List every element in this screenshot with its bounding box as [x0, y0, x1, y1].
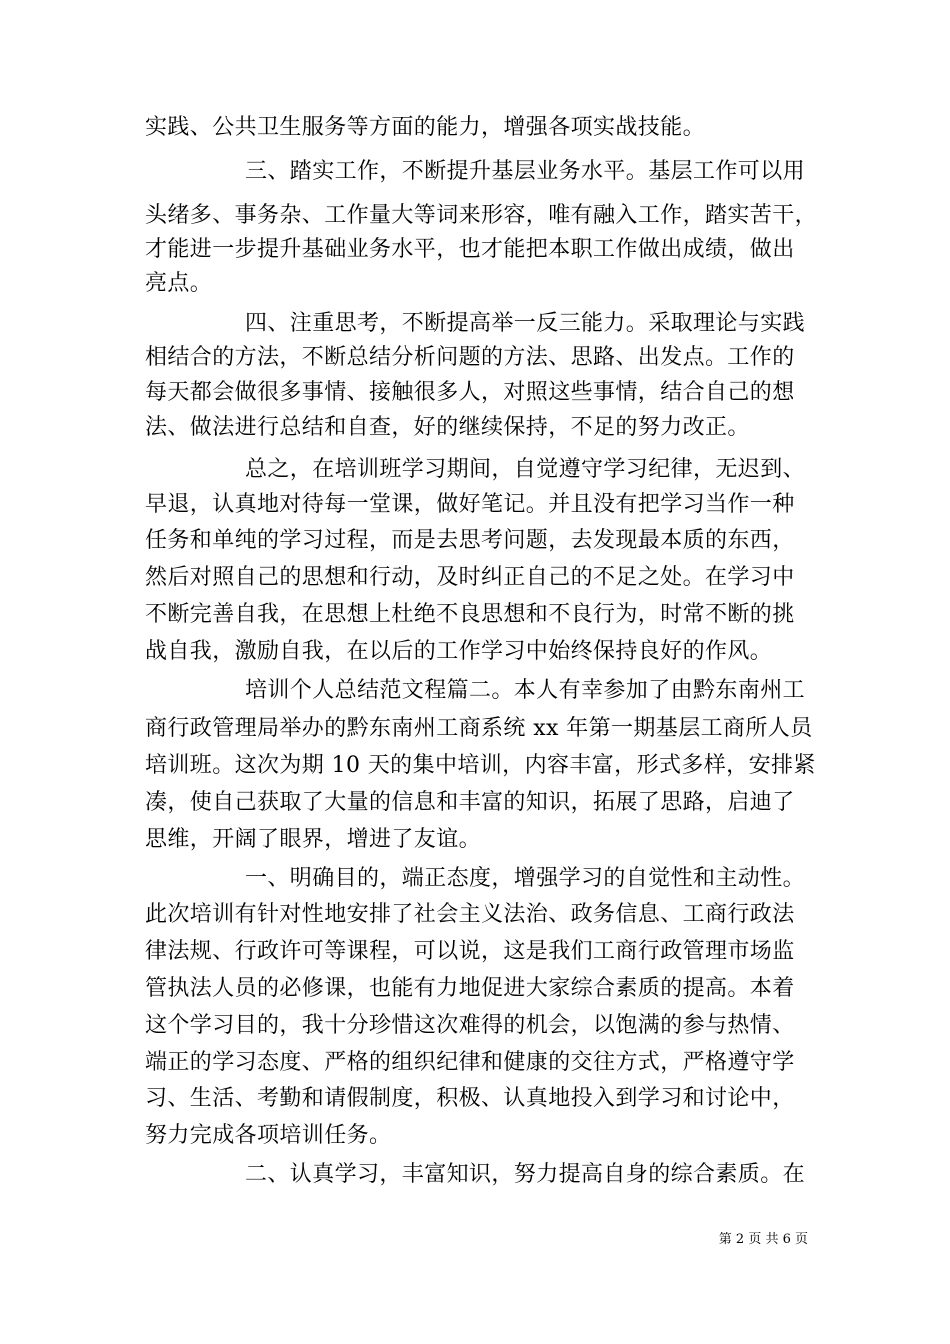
text-line: 头绪多、事务杂、工作量大等词来形容，唯有融入工作，踏实苦干， — [145, 203, 818, 228]
text-line: 总之，在培训班学习期间，自觉遵守学习纪律，无迟到、 — [245, 457, 806, 482]
text-line: 培训班。这次为期 10 天的集中培训，内容丰富，形式多样，安排紧 — [145, 753, 816, 778]
text-line: 二、认真学习，丰富知识，努力提高自身的综合素质。在 — [245, 1162, 806, 1187]
text-line: 一、明确目的，端正态度，增强学习的自觉性和主动性。 — [245, 866, 806, 891]
text-line: 法、做法进行总结和自查，好的继续保持，不足的努力改正。 — [145, 415, 750, 440]
text-line: 管执法人员的必修课，也能有力地促进大家综合素质的提高。本着 — [145, 976, 795, 1001]
text-line: 这个学习目的，我十分珍惜这次难得的机会，以饱满的参与热情、 — [145, 1013, 795, 1038]
text-line: 然后对照自己的思想和行动，及时纠正自己的不足之处。在学习中 — [145, 565, 795, 590]
text-line: 三、踏实工作，不断提升基层业务水平。基层工作可以用 — [245, 159, 806, 184]
text-line: 此次培训有针对性地安排了社会主义法治、政务信息、工商行政法 — [145, 902, 795, 927]
text-line: 四、注重思考，不断提高举一反三能力。采取理论与实践 — [245, 311, 806, 336]
text-line: 才能进一步提升基础业务水平，也才能把本职工作做出成绩，做出 — [145, 237, 795, 262]
text-line: 习、生活、考勤和请假制度，积极、认真地投入到学习和讨论中， — [145, 1086, 795, 1111]
text-line: 每天都会做很多事情、接触很多人，对照这些事情，结合自己的想 — [145, 380, 795, 405]
text-line: 思维，开阔了眼界，增进了友谊。 — [145, 827, 482, 852]
page-number-footer: 第 2 页 共 6 页 — [718, 1232, 808, 1247]
text-line: 努力完成各项培训任务。 — [145, 1123, 392, 1148]
text-line: 相结合的方法，不断总结分析问题的方法、思路、出发点。工作的 — [145, 345, 795, 370]
text-line: 战自我，激励自我，在以后的工作学习中始终保持良好的作风。 — [145, 639, 773, 664]
text-line: 端正的学习态度、严格的组织纪律和健康的交往方式，严格遵守学 — [145, 1050, 795, 1075]
text-line: 凑，使自己获取了大量的信息和丰富的知识，拓展了思路，启迪了 — [145, 790, 795, 815]
text-line: 不断完善自我，在思想上杜绝不良思想和不良行为，时常不断的挑 — [145, 602, 795, 627]
text-line: 培训个人总结范文程篇二。本人有幸参加了由黔东南州工 — [245, 678, 806, 703]
text-line: 律法规、行政许可等课程，可以说，这是我们工商行政管理市场监 — [145, 939, 795, 964]
text-line: 实践、公共卫生服务等方面的能力，增强各项实战技能。 — [145, 115, 706, 140]
text-line: 早退，认真地对待每一堂课，做好笔记。并且没有把学习当作一种 — [145, 492, 795, 517]
text-line: 任务和单纯的学习过程，而是去思考问题，去发现最本质的东西， — [145, 528, 795, 553]
text-line: 商行政管理局举办的黔东南州工商系统 xx 年第一期基层工商所人员 — [145, 716, 813, 741]
text-line: 亮点。 — [145, 271, 213, 296]
